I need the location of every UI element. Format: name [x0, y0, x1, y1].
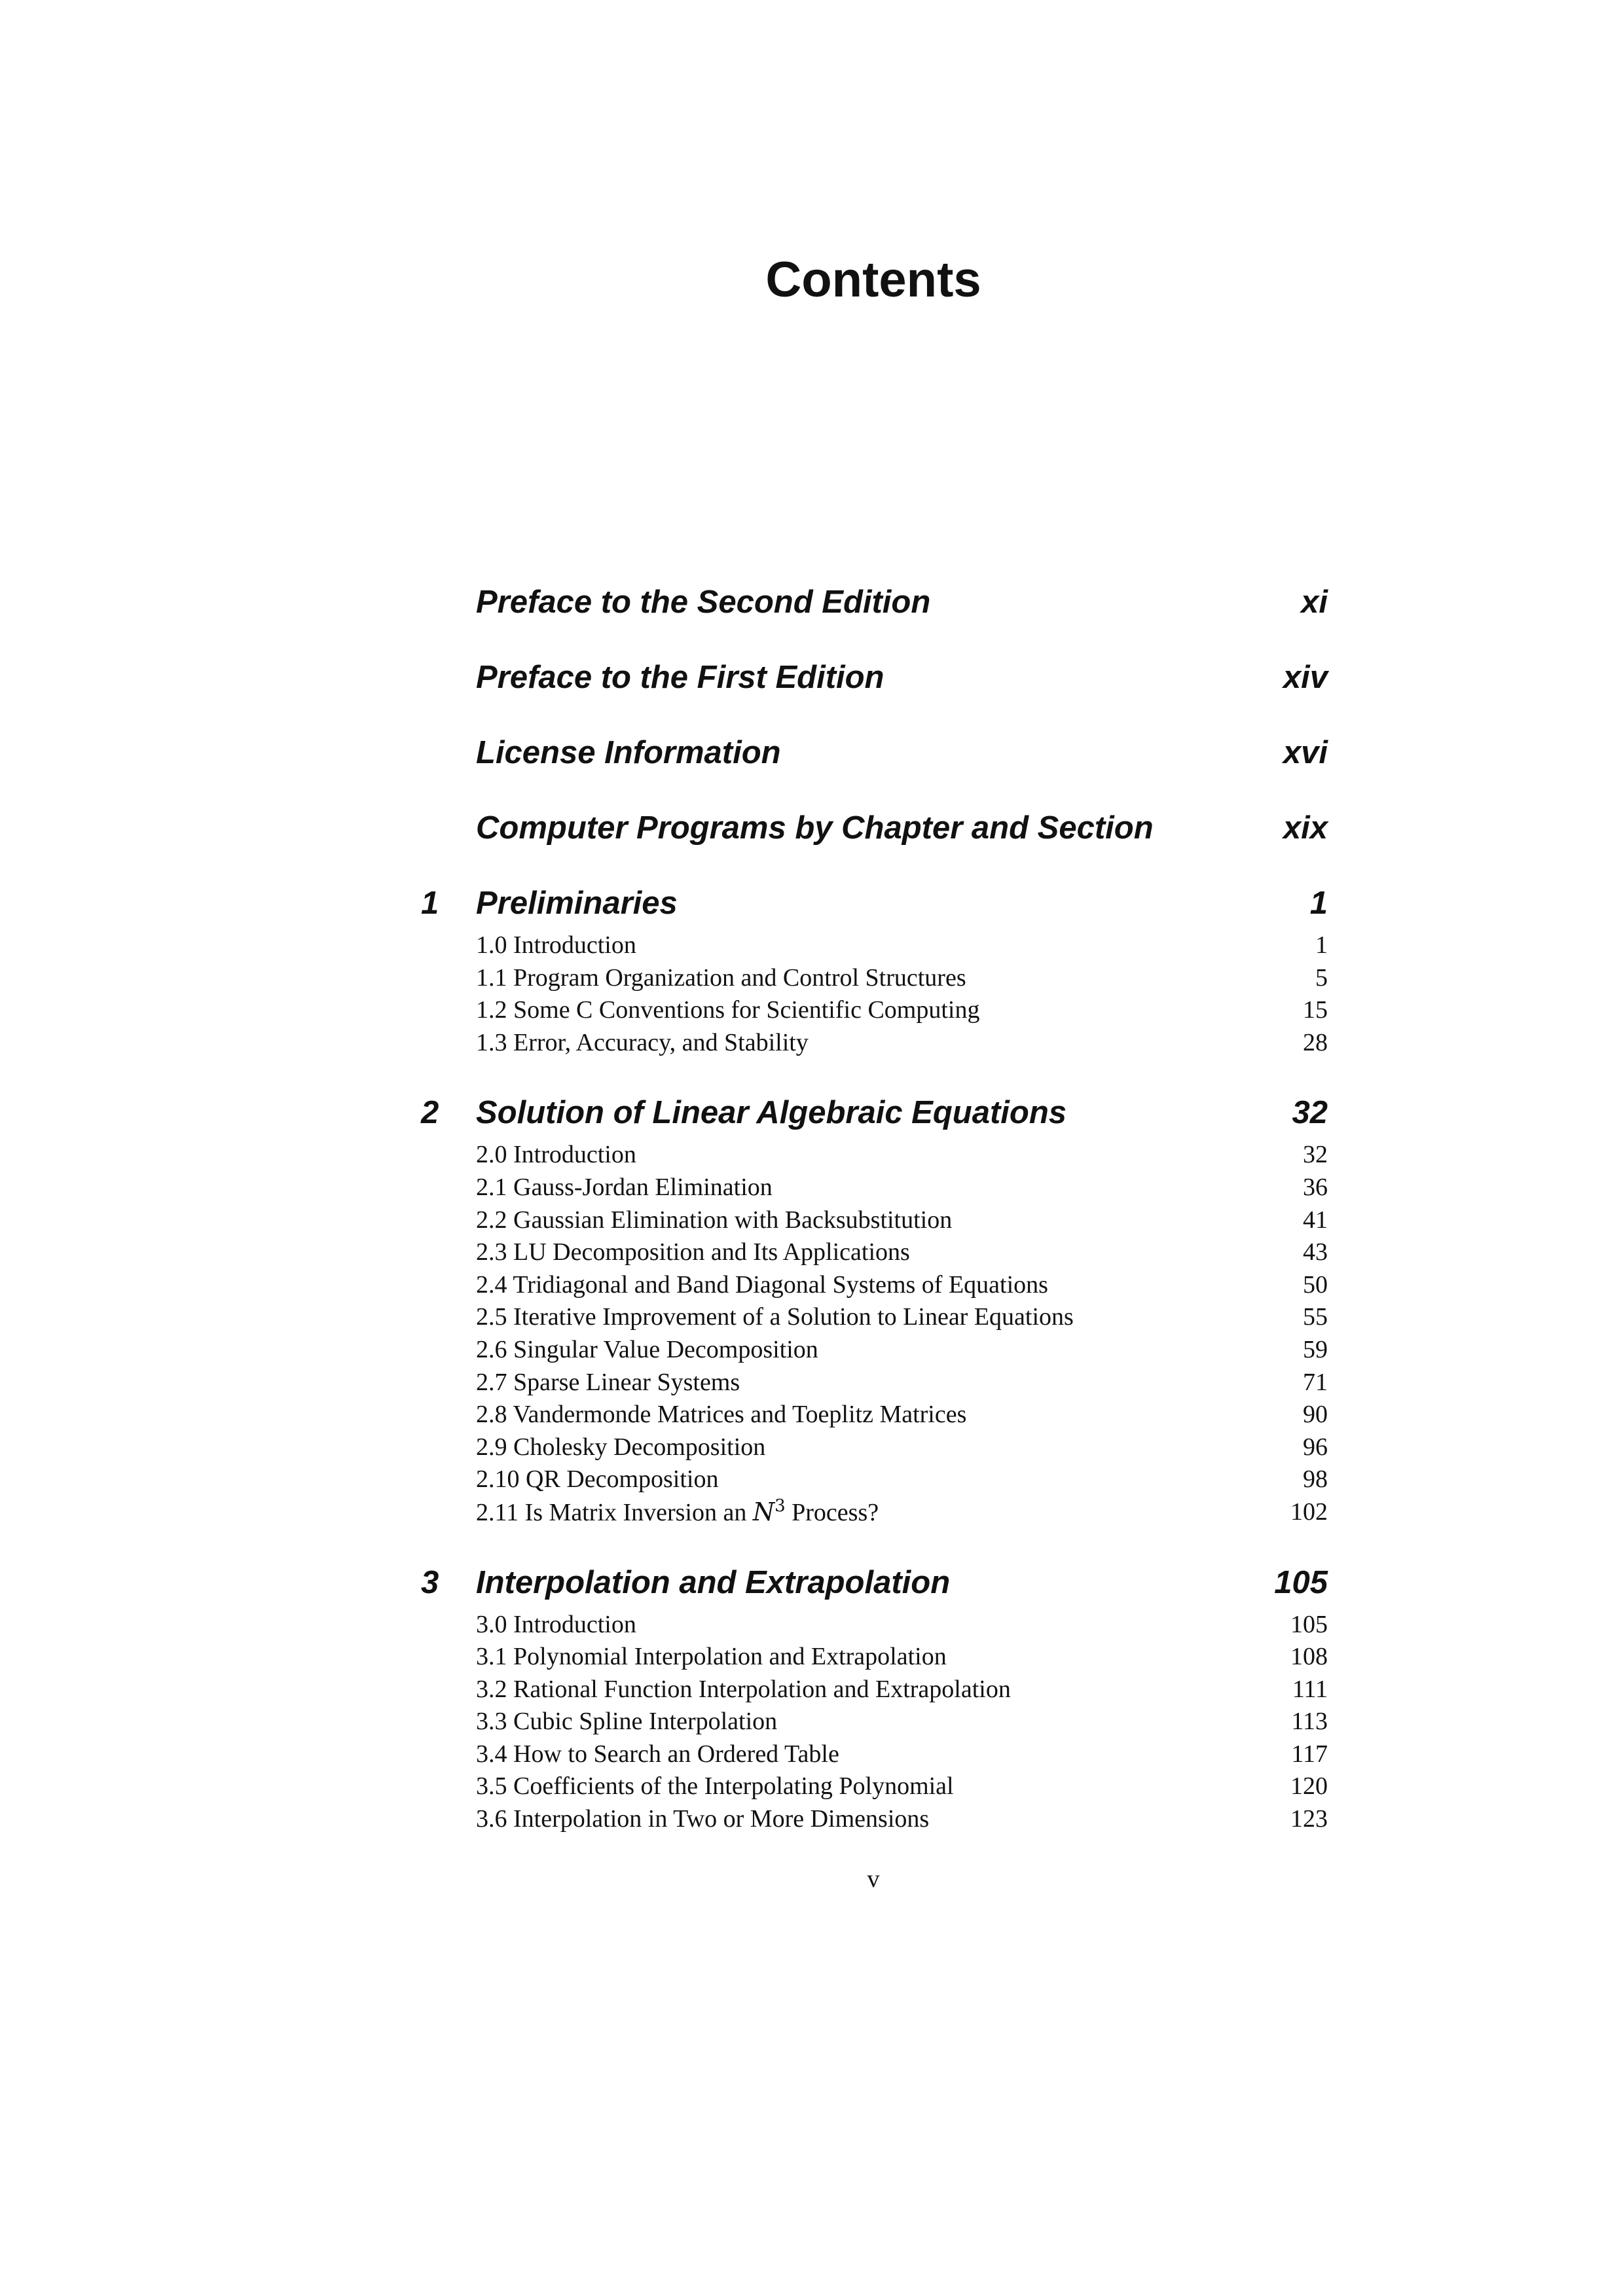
section-entry[interactable]	[421, 1334, 1328, 1367]
section-page: 102	[1290, 1498, 1328, 1526]
section-page: 105	[1290, 1610, 1328, 1638]
chapter-title: Preliminaries	[476, 886, 678, 921]
section-entry[interactable]	[421, 1027, 1328, 1060]
chapter-number: 2	[421, 1095, 439, 1131]
section-entry[interactable]	[421, 1367, 1328, 1399]
section-page: 1	[1315, 931, 1328, 959]
section-page: 28	[1303, 1028, 1328, 1056]
section-title: 2.6 Singular Value Decomposition	[476, 1335, 818, 1363]
table-of-contents	[421, 584, 1328, 1836]
toc-entry-page: xvi	[1283, 735, 1328, 770]
section-entry[interactable]	[421, 1609, 1328, 1641]
section-list	[421, 1139, 1328, 1528]
toc-entry-title: Computer Programs by Chapter and Section	[476, 810, 1154, 846]
toc-entry-page: xi	[1301, 584, 1328, 620]
section-entry[interactable]	[421, 1236, 1328, 1269]
section-page: 32	[1303, 1141, 1328, 1169]
section-entry[interactable]	[421, 962, 1328, 995]
math-expression	[753, 1498, 786, 1526]
section-page: 113	[1291, 1708, 1328, 1736]
toc-entry-title: Preface to the Second Edition	[476, 584, 931, 620]
chapter-page: 32	[1292, 1095, 1328, 1131]
toc-entry-page: xiv	[1283, 660, 1328, 695]
section-entry[interactable]	[421, 1674, 1328, 1706]
section-title: 3.1 Polynomial Interpolation and Extrapolation	[476, 1643, 947, 1671]
section-list	[421, 929, 1328, 1059]
section-title: 2.3 LU Decomposition and Its Applications	[476, 1238, 910, 1266]
section-entry[interactable]	[421, 1399, 1328, 1431]
section-title: 3.2 Rational Function Interpolation and Extrapolation	[476, 1675, 1011, 1703]
section-page: 111	[1292, 1675, 1328, 1703]
section-title-prefix: 2.11 Is Matrix Inversion an	[476, 1498, 747, 1526]
section-title: 3.3 Cubic Spline Interpolation	[476, 1708, 778, 1736]
toc-entry-preface-second-edition[interactable]	[421, 584, 1328, 659]
section-entry[interactable]	[421, 1301, 1328, 1334]
section-entry[interactable]	[421, 1431, 1328, 1464]
section-page: 59	[1303, 1335, 1328, 1363]
section-page: 5	[1315, 963, 1328, 992]
toc-entry-page: xix	[1283, 810, 1328, 846]
math-exponent: 3	[775, 1496, 786, 1516]
section-entry[interactable]	[421, 1139, 1328, 1172]
section-title: 2.10 QR Decomposition	[476, 1465, 719, 1494]
section-entry[interactable]	[421, 1172, 1328, 1204]
section-title: 1.1 Program Organization and Control Structures	[476, 963, 966, 992]
section-entry[interactable]	[421, 1269, 1328, 1302]
section-page: 108	[1290, 1643, 1328, 1671]
section-entry[interactable]	[421, 1738, 1328, 1771]
chapter-title: Solution of Linear Algebraic Equations	[476, 1095, 1067, 1131]
chapter-number: 1	[421, 886, 439, 921]
section-page: 55	[1303, 1303, 1328, 1331]
chapter-1	[421, 885, 1328, 1059]
section-title: 2.9 Cholesky Decomposition	[476, 1433, 766, 1461]
section-title: 2.4 Tridiagonal and Band Diagonal Systems of Equations	[476, 1270, 1048, 1299]
section-title: 2.8 Vandermonde Matrices and Toeplitz Matrices	[476, 1401, 967, 1429]
toc-entry-computer-programs[interactable]	[421, 810, 1328, 885]
section-title: 3.0 Introduction	[476, 1610, 636, 1638]
section-title: 3.6 Interpolation in Two or More Dimensions	[476, 1805, 930, 1833]
section-title: 2.0 Introduction	[476, 1141, 636, 1169]
section-entry[interactable]	[421, 1803, 1328, 1836]
chapter-number: 3	[421, 1564, 439, 1600]
section-title-suffix: Process?	[792, 1498, 879, 1526]
section-page: 96	[1303, 1433, 1328, 1461]
section-entry[interactable]	[421, 929, 1328, 962]
section-page: 43	[1303, 1238, 1328, 1266]
section-title: 2.1 Gauss-Jordan Elimination	[476, 1173, 773, 1201]
chapter-page: 1	[1309, 886, 1328, 921]
section-title: 1.2 Some C Conventions for Scientific Computing	[476, 996, 980, 1024]
chapter-heading[interactable]	[421, 1564, 1328, 1609]
toc-entry-license-information[interactable]	[421, 734, 1328, 810]
section-title	[476, 1496, 879, 1530]
section-title: 3.5 Coefficients of the Interpolating Polynomial	[476, 1772, 954, 1801]
chapter-title: Interpolation and Extrapolation	[476, 1564, 951, 1600]
page-number: v	[867, 1865, 880, 1893]
section-entry[interactable]	[421, 994, 1328, 1027]
page-title: Contents	[765, 252, 981, 308]
section-entry[interactable]	[421, 1496, 1328, 1529]
section-title: 2.7 Sparse Linear Systems	[476, 1368, 740, 1396]
chapter-page: 105	[1274, 1564, 1328, 1600]
section-page: 15	[1303, 996, 1328, 1024]
section-entry[interactable]	[421, 1463, 1328, 1496]
chapter-2	[421, 1094, 1328, 1528]
chapter-heading[interactable]	[421, 1094, 1328, 1139]
section-page: 123	[1290, 1805, 1328, 1833]
section-entry[interactable]	[421, 1706, 1328, 1738]
section-title: 3.4 How to Search an Ordered Table	[476, 1740, 839, 1768]
section-list	[421, 1609, 1328, 1836]
section-page: 50	[1303, 1270, 1328, 1299]
section-page: 117	[1291, 1740, 1328, 1768]
math-base: N	[752, 1497, 775, 1526]
section-page: 120	[1290, 1772, 1328, 1801]
section-entry[interactable]	[421, 1641, 1328, 1674]
chapter-3	[421, 1564, 1328, 1836]
section-page: 41	[1303, 1206, 1328, 1234]
toc-entry-preface-first-edition[interactable]	[421, 659, 1328, 734]
section-title: 1.0 Introduction	[476, 931, 636, 959]
section-title: 1.3 Error, Accuracy, and Stability	[476, 1028, 809, 1056]
chapter-heading[interactable]	[421, 885, 1328, 929]
toc-entry-title: Preface to the First Edition	[476, 660, 884, 695]
section-page: 98	[1303, 1465, 1328, 1494]
section-entry[interactable]	[421, 1770, 1328, 1803]
section-page: 36	[1303, 1173, 1328, 1201]
section-page: 90	[1303, 1401, 1328, 1429]
section-title: 2.5 Iterative Improvement of a Solution to Linear Equations	[476, 1303, 1074, 1331]
section-entry[interactable]	[421, 1204, 1328, 1237]
toc-entry-title: License Information	[476, 735, 781, 770]
section-title: 2.2 Gaussian Elimination with Backsubstitution	[476, 1206, 953, 1234]
section-page: 71	[1303, 1368, 1328, 1396]
